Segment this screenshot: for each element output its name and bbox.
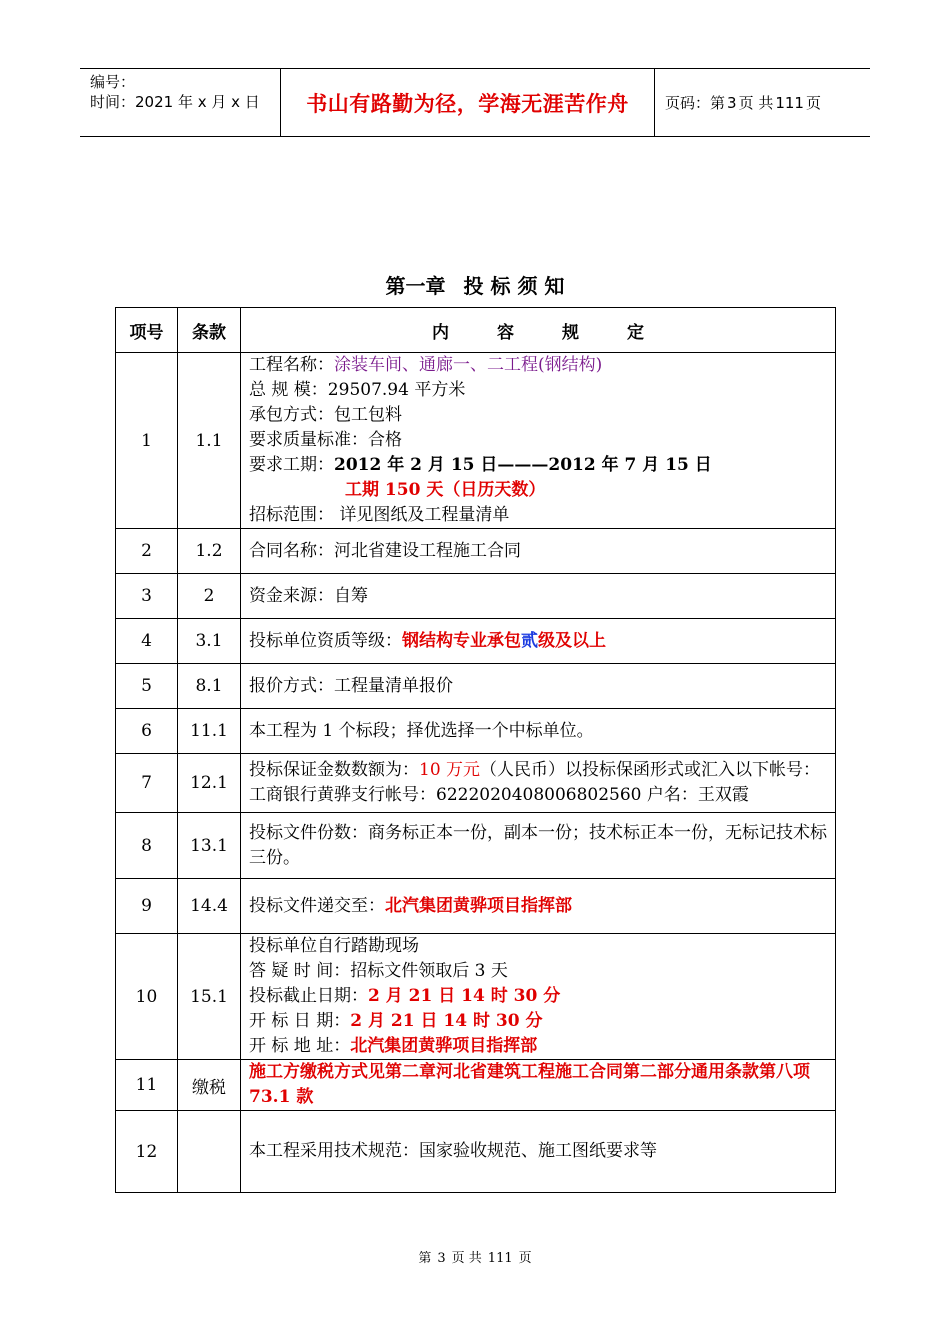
table-header-row <box>116 308 836 353</box>
row-item: 11 <box>116 1060 178 1111</box>
contract-mode: 承包方式：包工包料 <box>249 405 402 425</box>
row-content: 本工程采用技术规范：国家验收规范、施工图纸要求等 <box>241 1111 836 1193</box>
table-row <box>116 934 836 1060</box>
page-suffix: 页 <box>805 94 821 112</box>
footer-total: 111 <box>487 1251 513 1266</box>
period-days: 工期 150 天（日历天数） <box>345 480 546 500</box>
header-page-number <box>655 69 870 136</box>
table-row <box>116 664 836 709</box>
table-row <box>116 353 836 529</box>
header-meta <box>80 69 281 136</box>
chapter-name: 投 标 须 知 <box>463 274 565 298</box>
bid-deadline: 投标截止日期：2 月 21 日 14 时 30 分 <box>249 986 561 1006</box>
table-row <box>116 754 836 813</box>
row-clause: 缴税 <box>178 1060 241 1111</box>
row-content: 合同名称：河北省建设工程施工合同 <box>241 529 836 574</box>
row-clause: 1.1 <box>178 353 241 529</box>
row-item: 3 <box>116 574 178 619</box>
bidding-instructions-table <box>115 307 836 1193</box>
row-clause: 1.2 <box>178 529 241 574</box>
table-row <box>116 709 836 754</box>
row-item: 1 <box>116 353 178 529</box>
page-prefix: 页码：第 <box>665 94 726 112</box>
row-content <box>241 934 836 1060</box>
quality-standard: 要求质量标准：合格 <box>249 430 402 450</box>
document-time: 时间：2021 年 x 月 x 日 <box>90 93 260 111</box>
page-current: 3 <box>727 93 737 112</box>
table-row <box>116 1111 836 1193</box>
row-item: 7 <box>116 754 178 813</box>
qa-time: 答 疑 时 间：招标文件领取后 3 天 <box>249 961 508 981</box>
header-item: 项号 <box>116 308 178 353</box>
chapter-title <box>0 270 950 299</box>
row-item: 5 <box>116 664 178 709</box>
bidding-scope: 招标范围： 详见图纸及工程量清单 <box>249 505 510 525</box>
row-content: 施工方缴税方式见第二章河北省建筑工程施工合同第二部分通用条款第八项 73.1 款 <box>241 1060 836 1111</box>
row-clause: 2 <box>178 574 241 619</box>
footer-prefix: 第 <box>418 1251 432 1266</box>
header-motto: 书山有路勤为径，学海无涯苦作舟 <box>281 69 655 136</box>
bid-opening-address: 开 标 地 址：北汽集团黄骅项目指挥部 <box>249 1036 538 1056</box>
table-row <box>116 574 836 619</box>
row-content: 投标文件递交至：北汽集团黄骅项目指挥部 <box>241 879 836 934</box>
row-clause <box>178 1111 241 1193</box>
row-content: 投标保证金数数额为：10 万元（人民币）以投标保函形式或汇入以下帐号：工商银行黄骅支行帐号：6222020408006802560 户名：王双霞 <box>241 754 836 813</box>
page-header <box>80 68 870 137</box>
row-content: 本工程为 1 个标段；择优选择一个中标单位。 <box>241 709 836 754</box>
row-clause: 11.1 <box>178 709 241 754</box>
row-clause: 8.1 <box>178 664 241 709</box>
footer-mid: 页 共 <box>451 1251 482 1266</box>
header-content: 内容规定 <box>241 308 836 353</box>
footer-suffix: 页 <box>518 1251 532 1266</box>
document-number: 编号： <box>90 73 136 91</box>
row-content <box>241 353 836 529</box>
row-item: 6 <box>116 709 178 754</box>
row-item: 9 <box>116 879 178 934</box>
row-item: 4 <box>116 619 178 664</box>
project-scale: 总 规 模：29507.94 平方米 <box>249 380 466 400</box>
table-row <box>116 529 836 574</box>
row-clause: 14.4 <box>178 879 241 934</box>
page-total: 111 <box>775 93 804 112</box>
row-content: 资金来源：自筹 <box>241 574 836 619</box>
header-clause: 条款 <box>178 308 241 353</box>
row-clause: 15.1 <box>178 934 241 1060</box>
row-clause: 12.1 <box>178 754 241 813</box>
project-name: 工程名称：涂装车间、通廊一、二工程(钢结构) <box>249 355 603 375</box>
table-row <box>116 1060 836 1111</box>
row-item: 2 <box>116 529 178 574</box>
table-row <box>116 879 836 934</box>
table-row <box>116 619 836 664</box>
row-clause: 13.1 <box>178 813 241 879</box>
row-item: 10 <box>116 934 178 1060</box>
row-item: 8 <box>116 813 178 879</box>
page-mid: 页 共 <box>738 94 774 112</box>
bid-opening-date: 开 标 日 期：2 月 21 日 14 时 30 分 <box>249 1011 543 1031</box>
row-clause: 3.1 <box>178 619 241 664</box>
page-footer <box>0 1247 950 1266</box>
row-content: 报价方式：工程量清单报价 <box>241 664 836 709</box>
footer-current: 3 <box>437 1251 446 1266</box>
construction-period: 要求工期：2012 年 2 月 15 日———2012 年 7 月 15 日 <box>249 455 712 475</box>
chapter-number: 第一章 <box>385 274 446 298</box>
row-content: 投标文件份数：商务标正本一份，副本一份；技术标正本一份，无标记技术标三份。 <box>241 813 836 879</box>
table-row <box>116 813 836 879</box>
site-visit: 投标单位自行踏勘现场 <box>249 936 419 956</box>
row-content: 投标单位资质等级：钢结构专业承包贰级及以上 <box>241 619 836 664</box>
row-item: 12 <box>116 1111 178 1193</box>
